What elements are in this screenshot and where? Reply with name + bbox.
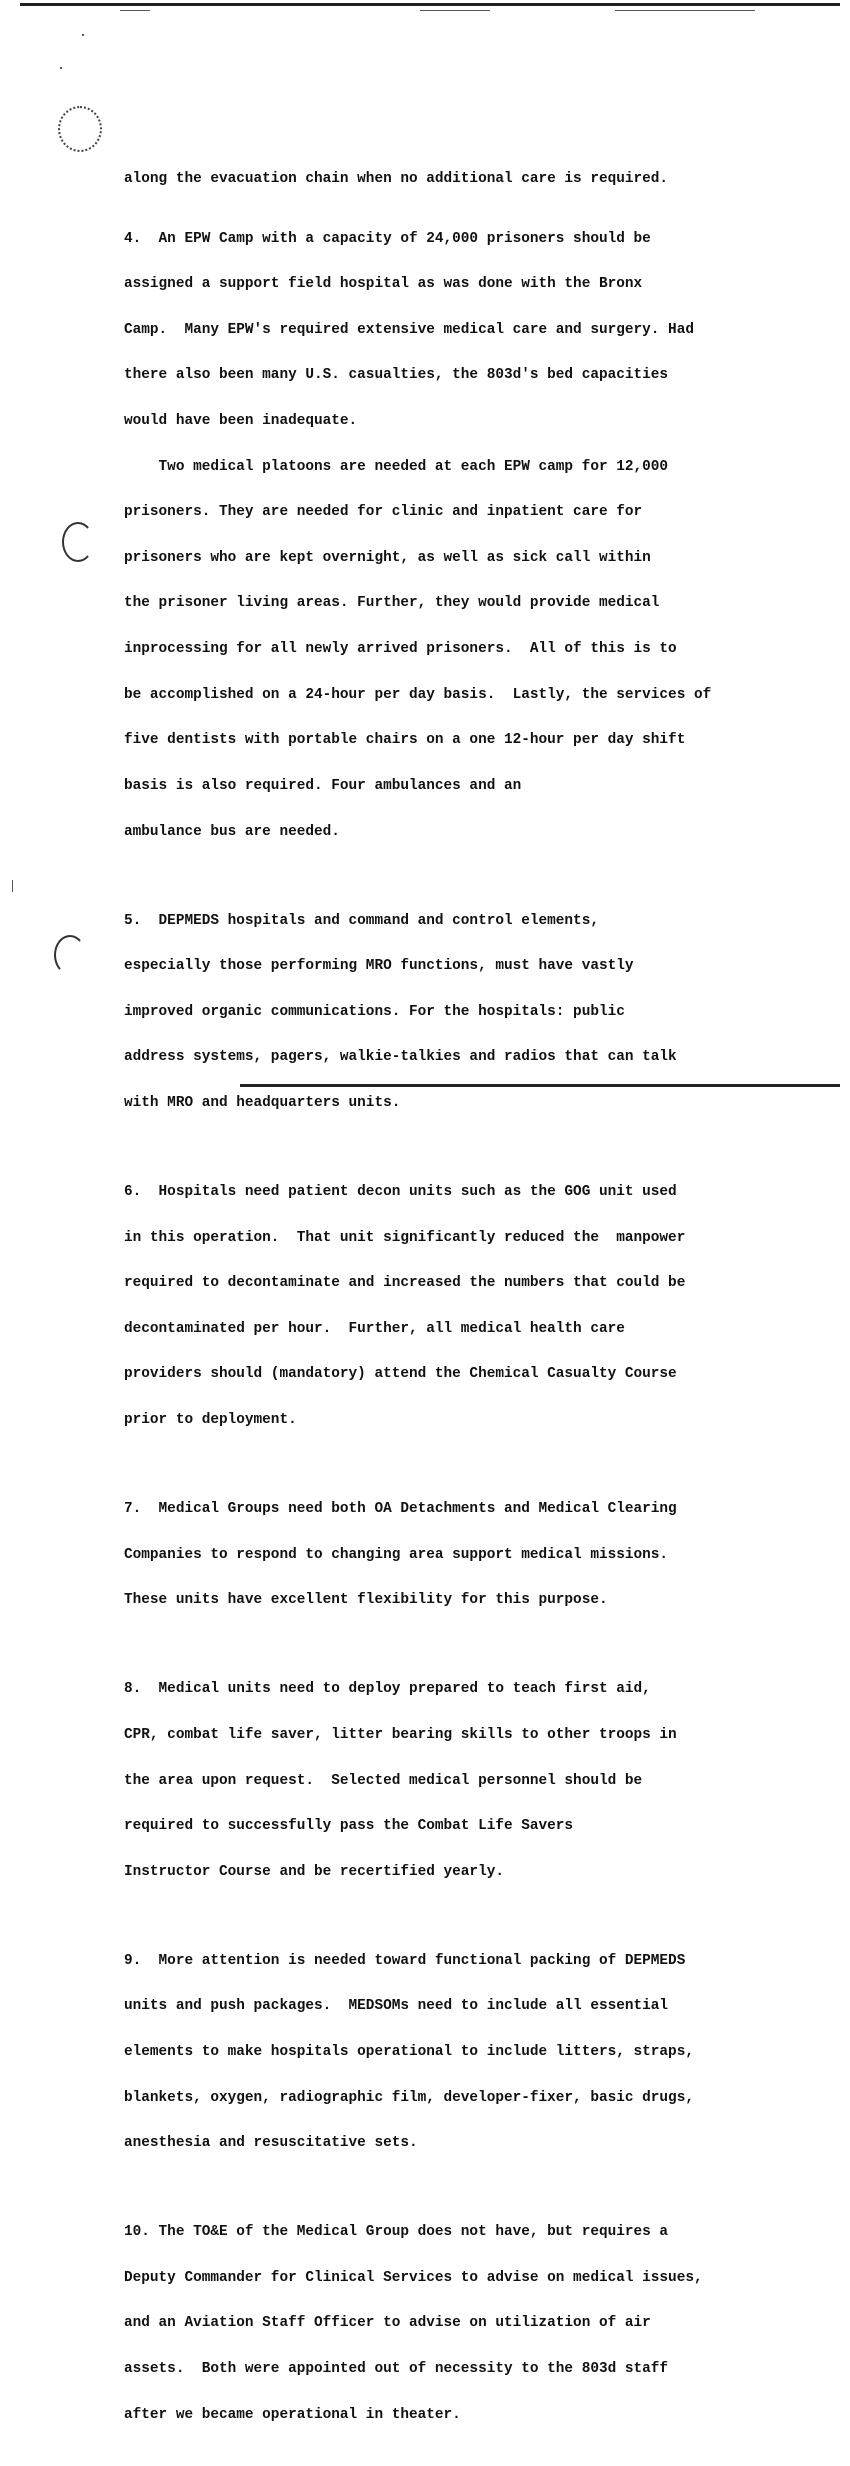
punch-hole-mark (54, 935, 86, 975)
text-line: Companies to respond to changing area support medical missions. (124, 1546, 669, 1563)
text-line: These units have excellent flexibility for this purpose. (124, 1592, 608, 1609)
text-line: the prisoner living areas. Further, they would provide medical (124, 595, 660, 612)
text-line: providers should (mandatory) attend the Chemical Casualty Course (124, 1366, 677, 1383)
text-line: be accomplished on a 24-hour per day basis. Lastly, the services of (124, 686, 712, 703)
punch-hole-mark (62, 522, 94, 562)
paragraph-8 (124, 1652, 804, 1910)
text-line: after we became operational in theater. (124, 2406, 461, 2423)
scan-speck (82, 34, 84, 36)
text-line: address systems, pagers, walkie-talkies and radios that can talk (124, 1049, 677, 1066)
paragraph-10 (124, 2195, 804, 2453)
text-line: 6. Hospitals need patient decon units such as the GOG unit used (124, 1184, 677, 1200)
text-line: basis is also required. Four ambulances and an (124, 777, 522, 794)
text-line: inprocessing for all newly arrived prisoners. All of this is to (124, 641, 677, 658)
text-line: the area upon request. Selected medical personnel should be (124, 1772, 643, 1789)
text-line: improved organic communications. For the hospitals: public (124, 1003, 625, 1020)
text-line: prisoners who are kept overnight, as well as sick call within (124, 549, 651, 566)
text-line: Instructor Course and be recertified yearly. (124, 1863, 504, 1880)
scan-speck (12, 880, 13, 892)
paragraph-7 (124, 1472, 804, 1639)
scan-speck (60, 67, 62, 69)
text-line: with MRO and headquarters units. (124, 1094, 401, 1111)
scan-speck (420, 10, 490, 11)
text-line: 8. Medical units need to deploy prepared to teach first aid, (124, 1681, 651, 1698)
text-line: units and push packages. MEDSOMs need to include all essential (124, 1998, 669, 2015)
document-body (124, 172, 804, 2466)
text-line: decontaminated per hour. Further, all medical health care (124, 1320, 625, 1337)
paragraph-9 (124, 1923, 804, 2181)
text-line: especially those performing MRO functions, must have vastly (124, 958, 634, 975)
bottom-border-line (240, 1084, 840, 1087)
text-line: prior to deployment. (124, 1412, 297, 1429)
text-line: required to decontaminate and increased the numbers that could be (124, 1275, 686, 1292)
text-line: 4. An EPW Camp with a capacity of 24,000 prisoners should be (124, 230, 651, 247)
scan-speck (615, 10, 755, 11)
text-line: prisoners. They are needed for clinic and inpatient care for (124, 504, 643, 521)
text-line: CPR, combat life saver, litter bearing skills to other troops in (124, 1726, 677, 1743)
continuation-line: along the evacuation chain when no additional care is required. (124, 171, 669, 187)
text-line: and an Aviation Staff Officer to advise on utilization of air (124, 2315, 651, 2332)
paragraph-4 (124, 201, 804, 870)
text-line: would have been inadequate. (124, 413, 358, 430)
text-line: blankets, oxygen, radiographic film, developer-fixer, basic drugs, (124, 2089, 694, 2106)
text-line: 7. Medical Groups need both OA Detachments and Medical Clearing (124, 1501, 677, 1518)
text-line: in this operation. That unit significantly reduced the manpower (124, 1229, 686, 1246)
scan-speck (120, 10, 150, 11)
text-line: assets. Both were appointed out of necessity to the 803d staff (124, 2361, 669, 2378)
paragraph-6 (124, 1155, 804, 1459)
text-line: anesthesia and resuscitative sets. (124, 2135, 418, 2152)
text-line: assigned a support field hospital as was done with the Bronx (124, 276, 643, 293)
text-line: Two medical platoons are needed at each EPW camp for 12,000 (124, 458, 669, 475)
text-line: required to successfully pass the Combat Life Savers (124, 1818, 574, 1835)
top-border-line (20, 3, 840, 6)
punch-hole-mark (58, 106, 102, 152)
text-line: 10. The TO&E of the Medical Group does not have, but requires a (124, 2224, 669, 2241)
text-line: ambulance bus are needed. (124, 823, 340, 840)
text-line: 5. DEPMEDS hospitals and command and control elements, (124, 912, 599, 929)
text-line: Camp. Many EPW's required extensive medical care and surgery. Had (124, 321, 694, 338)
text-line: there also been many U.S. casualties, the 803d's bed capacities (124, 367, 669, 384)
text-line: 9. More attention is needed toward functional packing of DEPMEDS (124, 1952, 686, 1969)
paragraph-5 (124, 883, 804, 1141)
text-line: elements to make hospitals operational to include litters, straps, (124, 2043, 694, 2060)
text-line: five dentists with portable chairs on a one 12-hour per day shift (124, 732, 686, 749)
text-line: Deputy Commander for Clinical Services to advise on medical issues, (124, 2269, 703, 2286)
